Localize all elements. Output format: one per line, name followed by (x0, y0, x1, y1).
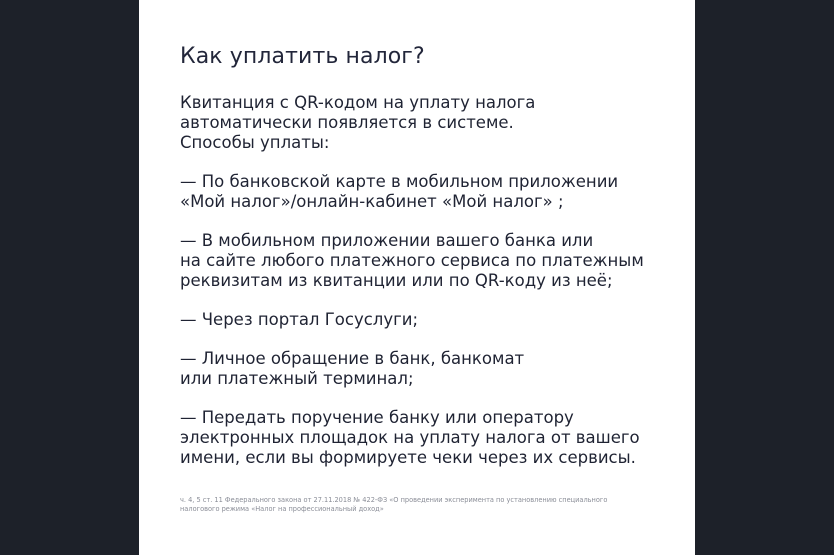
text-line: — По банковской карте в мобильном приложении (180, 172, 619, 191)
text-line: реквизитам из квитанции или по QR-коду из неё; (180, 271, 613, 290)
text-line: Квитанция с QR-кодом на уплату налога (180, 93, 536, 112)
text-line: Способы уплаты: (180, 133, 330, 152)
footnote-line: ч. 4, 5 ст. 11 Федерального закона от 27.11.2018 № 422-ФЗ «О проведении эксперимента по установлению специального (180, 496, 608, 504)
text-line: — Личное обращение в банк, банкомат (180, 349, 525, 368)
text-line: «Мой налог»/онлайн-кабинет «Мой налог» ; (180, 192, 564, 211)
text-line: электронных площадок на уплату налога от вашего (180, 428, 640, 447)
text-line: — В мобильном приложении вашего банка или (180, 231, 594, 250)
document-body (180, 93, 680, 487)
text-line: автоматически появляется в системе. (180, 113, 514, 132)
legal-footnote (180, 496, 660, 514)
paragraph-bank-app (180, 231, 680, 291)
paragraph-intro (180, 93, 680, 153)
paragraph-operator (180, 408, 680, 468)
paragraph-bank-card (180, 172, 680, 212)
paragraph-bank-visit (180, 349, 680, 389)
text-line: имени, если вы формируете чеки через их сервисы. (180, 448, 636, 467)
text-line: — Через портал Госуслуги; (180, 310, 419, 329)
paragraph-gosuslugi (180, 310, 680, 330)
footnote-line: налогового режима «Налог на профессиональный доход» (180, 505, 384, 513)
text-line: — Передать поручение банку или оператору (180, 408, 574, 427)
document-page (139, 0, 695, 555)
page-title: Как уплатить налог? (180, 44, 425, 69)
text-line: на сайте любого платежного сервиса по платежным (180, 251, 644, 270)
text-line: или платежный терминал; (180, 369, 414, 388)
